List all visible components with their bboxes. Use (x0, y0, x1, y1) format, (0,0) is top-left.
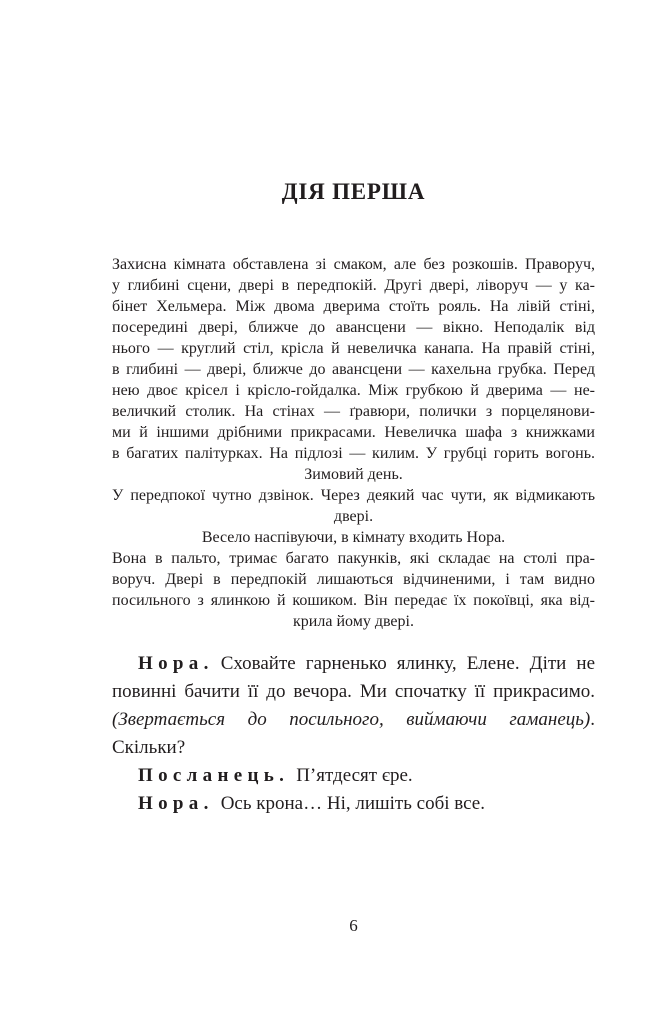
stage-direction-line: Зимовий день. (304, 466, 403, 483)
page-number: 6 (349, 916, 358, 935)
stage-direction-opening (112, 254, 595, 485)
stage-direction-line: воруч. Двері в передпокій лишаються відчиненими, і там видно (112, 571, 595, 588)
speaker-name-nora: Нора. (138, 793, 214, 814)
stage-direction-line: посильного з ялинкою й кошиком. Він передає їх покоївці, яка від- (112, 592, 595, 609)
stage-direction-line: Вона в пальто, тримає багато пакунків, які складає на столі пра- (112, 550, 595, 567)
stage-direction-line: бінет Хельмера. Між двома дверима стоїть рояль. На лівій стіні, (112, 298, 595, 315)
stage-direction-line: у глибині сцени, двері в передпокій. Другі двері, ліворуч — у ка- (112, 277, 595, 294)
stage-direction-packages (112, 548, 595, 632)
stage-direction-line: в глибині — двері, ближче до авансцени — кахельна грубка. Перед (112, 361, 595, 378)
dialogue-text: . Скільки? (112, 709, 595, 758)
stage-direction-line: двері. (333, 508, 374, 525)
stage-direction-line: Весело наспівуючи, в кімнату входить Нора. (201, 529, 506, 546)
stage-direction-line: в багатих палітурках. На підлозі — килим. У грубці горить вогонь. (112, 445, 595, 462)
stage-direction-line: Захисна кімната обставлена зі смаком, але без розкошів. Праворуч, (112, 256, 595, 273)
stage-direction-line: нього — круглий стіл, крісла й невеличка канапа. На правій стіні, (112, 340, 595, 357)
dialogue-text: повинні бачити її до вечора. Ми спочатку її прикрасимо. (112, 681, 595, 702)
stage-direction-line: ми й іншими дрібними прикрасами. Невеличка шафа з книжками (112, 424, 595, 441)
speaker-name-messenger: Посланець. (138, 765, 290, 786)
speaker-name-nora: Нора. (138, 653, 214, 674)
stage-direction-line: нею двоє крісел і крісло-гойдалка. Між грубкою й дверима — не- (112, 382, 595, 399)
dialogue-text: Сховайте гарненько ялинку, Елене. Діти не (220, 653, 595, 674)
stage-direction-line: посередині двері, ближче до авансцени — вікно. Неподалік від (112, 319, 595, 336)
stage-direction-line: У передпокої чутно дзвінок. Через деякий час чути, як відмикають (112, 487, 595, 504)
dialogue-line (112, 706, 595, 762)
stage-direction-line: величкий столик. На стінах — ґравюри, полички з порцелянови- (112, 403, 595, 420)
stage-direction-nora-enters (112, 527, 595, 548)
dialogue-text: Ось крона… Ні, лишіть собі все. (220, 793, 485, 814)
dialogue-line (112, 678, 595, 706)
dialogue-line (112, 790, 595, 818)
dialogue-section (112, 650, 595, 818)
act-title: ДІЯ ПЕРША (281, 179, 426, 204)
stage-direction-doorbell (112, 485, 595, 527)
dialogue-line (112, 650, 595, 678)
stage-direction-line: крила йому двері. (293, 613, 414, 630)
dialogue-line (112, 762, 595, 790)
inline-stage-direction: (Звертається до посильного, виймаючи гаманець) (112, 709, 591, 730)
dialogue-text: П’ятдесят єре. (296, 765, 413, 786)
